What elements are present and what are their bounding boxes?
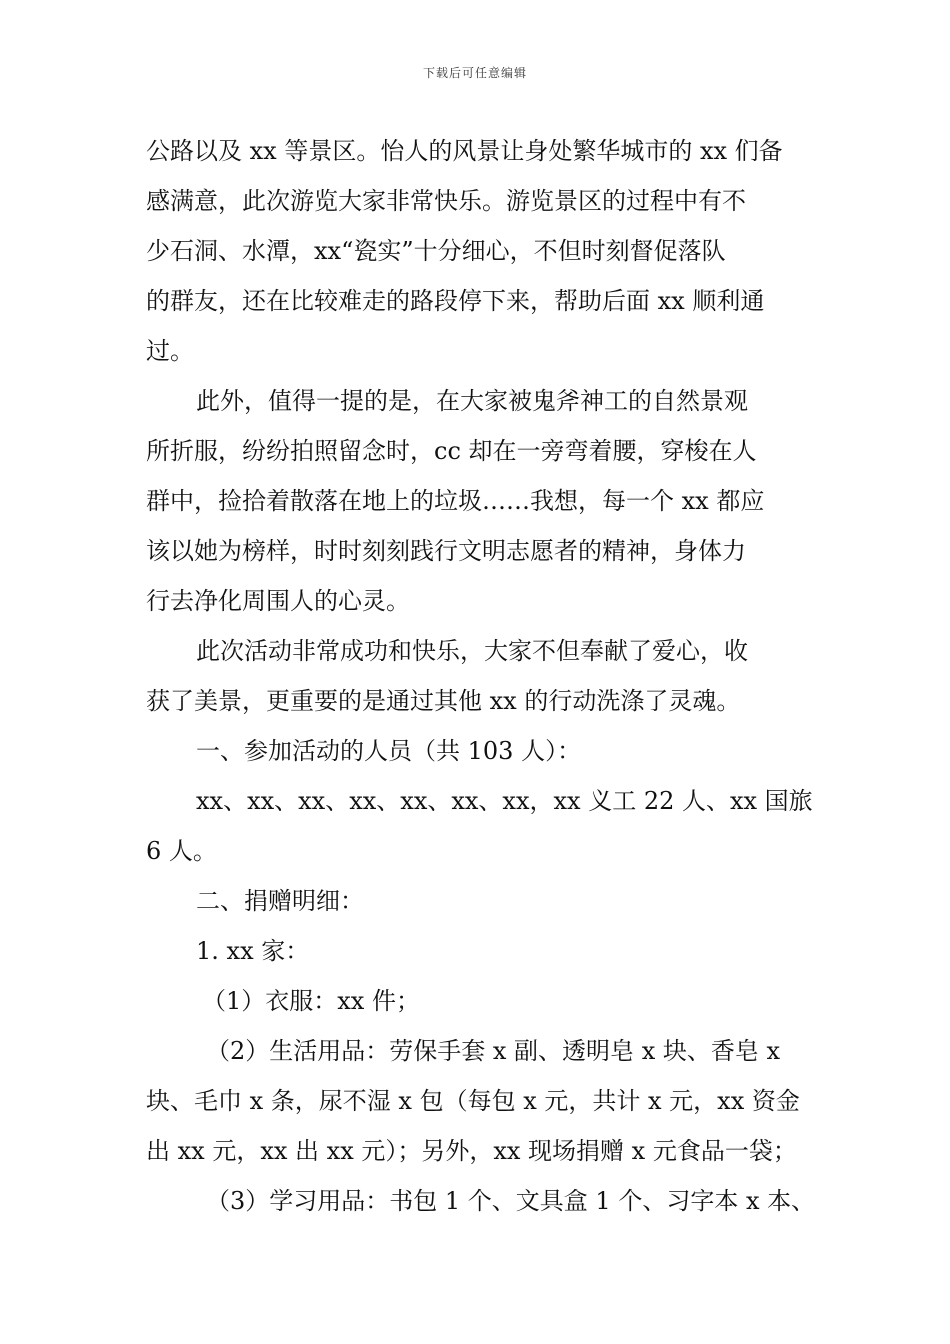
paragraph-start-line: 此外，值得一提的是，在大家被鬼斧神工的自然景观: [196, 387, 748, 415]
section-heading-participants: 一、参加活动的人员（共 103 人）：: [196, 737, 582, 765]
text-line: 感满意，此次游览大家非常快乐。游览景区的过程中有不: [146, 187, 746, 215]
paragraph-start-line: 此次活动非常成功和快乐，大家不但奉献了爱心，收: [196, 637, 748, 665]
text-line: 块、毛巾 x 条，尿不湿 x 包（每包 x 元，共计 x 元，xx 资金: [146, 1087, 800, 1115]
text-line: 获了美景，更重要的是通过其他 xx 的行动洗涤了灵魂。: [146, 687, 741, 715]
participants-line: xx、xx、xx、xx、xx、xx、xx，xx 义工 22 人、xx 国旅: [196, 787, 813, 815]
document-body: [146, 126, 826, 1226]
page-header-note: 下载后可任意编辑: [422, 66, 527, 80]
text-line: 该以她为榜样，时时刻刻践行文明志愿者的精神，身体力: [146, 537, 746, 565]
text-line: 6 人。: [146, 837, 217, 865]
text-line: 公路以及 xx 等景区。怡人的风景让身处繁华城市的 xx 们备: [146, 137, 783, 165]
text-line: 出 xx 元，xx 出 xx 元）；另外，xx 现场捐赠 x 元食品一袋；: [146, 1137, 797, 1165]
text-line: 群中，捡拾着散落在地上的垃圾……我想，每一个 xx 都应: [146, 487, 765, 515]
text-line: 行去净化周围人的心灵。: [146, 587, 410, 615]
section-heading-donations: 二、捐赠明细：: [196, 887, 364, 915]
text-line: 少石洞、水潭，xx“瓷实”十分细心，不但时刻督促落队: [146, 237, 726, 265]
text-line: 所折服，纷纷拍照留念时，cc 却在一旁弯着腰，穿梭在人: [146, 437, 757, 465]
donation-subitem: （2）生活用品：劳保手套 x 副、透明皂 x 块、香皂 x: [206, 1037, 781, 1065]
donation-subitem: （1）衣服：xx 件；: [202, 987, 420, 1015]
text-line: 的群友，还在比较难走的路段停下来，帮助后面 xx 顺利通: [146, 287, 765, 315]
donation-item-heading: 1. xx 家：: [196, 937, 310, 965]
text-line: 过。: [146, 337, 194, 365]
donation-subitem: （3）学习用品：书包 1 个、文具盒 1 个、习字本 x 本、: [206, 1187, 816, 1215]
